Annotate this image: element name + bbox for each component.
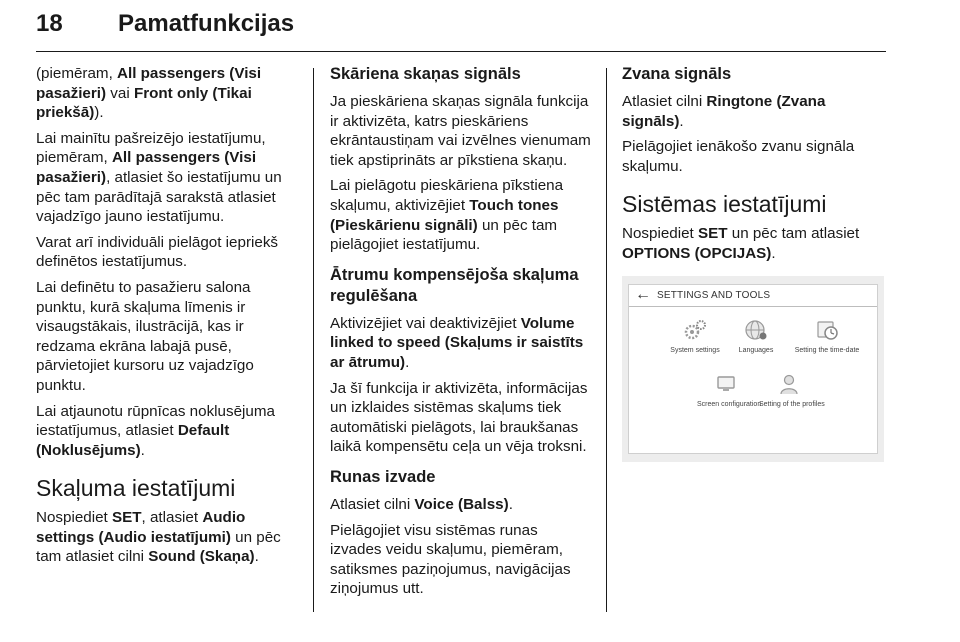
paragraph: Aktivizējiet vai deaktivizējiet Volume linked to speed (Skaļums ir saistīts ar ātrumu). — [330, 314, 584, 371]
column-1 — [36, 64, 298, 573]
screen-configuration-item[interactable]: Screen configuration — [697, 373, 755, 408]
paragraph: Varat arī individuāli pielāgot iepriekš definētos iestatījumus. — [36, 233, 279, 271]
globe-icon — [743, 319, 769, 341]
settings-screenshot — [622, 276, 884, 462]
paragraph: Atlasiet cilni Ringtone (Zvana signāls). — [622, 93, 826, 130]
paragraph: Pielāgojiet visu sistēmas runas izvades veidu skaļumu, piemēram, satiksmes paziņojumus, navigācijas ziņojumus utt. — [330, 521, 571, 598]
paragraph: Ja šī funkcija ir aktivizēta, informācijas un izklaides sistēmas skaļums tiek automātiski pielāgots, lai braukšanas laikā kompensētu ceļa un vēja troksni. — [330, 379, 588, 456]
monitor-icon — [713, 373, 739, 395]
back-arrow-icon[interactable]: ← — [635, 285, 651, 303]
languages-item[interactable]: Languages — [731, 319, 781, 354]
subsection-heading: Runas izvade — [330, 467, 436, 486]
column-divider — [606, 68, 607, 612]
gears-icon — [682, 319, 708, 341]
paragraph: Atlasiet cilni Voice (Balss). — [330, 495, 513, 513]
user-profile-icon — [776, 373, 802, 395]
page-header — [36, 8, 886, 52]
column-2 — [330, 64, 592, 605]
page-number: 18 — [36, 10, 63, 37]
time-date-item[interactable]: Setting the time-date — [787, 319, 867, 354]
column-3 — [622, 64, 884, 462]
subsection-heading: Skāriena skaņas signāls — [330, 65, 521, 83]
paragraph: (piemēram, All passengers (Visi pasažieri) vai Front only (Tikai priekšā)). — [36, 65, 262, 122]
clock-calendar-icon — [814, 319, 840, 341]
paragraph: Ja pieskāriena skaņas signāla funkcija ir aktivizēta, katrs pieskāriens ekrāntaustiņam vai izvēlnes vienumam tiek apstiprināts ar pīkstiena skaņu. — [330, 93, 591, 169]
system-settings-item[interactable]: System settings — [667, 319, 723, 354]
paragraph: Nospiediet SET un pēc tam atlasiet OPTIONS (OPCIJAS). — [622, 225, 860, 262]
screen-title-bar — [629, 285, 877, 307]
section-heading: Skaļuma iestatījumi — [36, 475, 236, 502]
section-heading: Sistēmas iestatījumi — [622, 191, 827, 218]
paragraph: Pielāgojiet ienākošo zvanu signāla skaļumu. — [622, 138, 855, 175]
subsection-heading: Zvana signāls — [622, 65, 732, 83]
subsection-heading: Ātrumu kompensējoša skaļuma regulēšana — [330, 265, 579, 305]
column-divider — [313, 68, 314, 612]
paragraph: Lai definētu to pasažieru salona punktu, kurā skaļuma līmenis ir visaugstākais, ilustrācijā, kas ir redzama ekrāna labajā pusē, pārvietojiet kursoru uz vajadzīgo punktu. — [36, 278, 254, 394]
screen-title: SETTINGS AND TOOLS — [657, 289, 771, 301]
profiles-item[interactable]: Setting of the profiles — [759, 373, 819, 408]
paragraph: Lai pielāgotu pieskāriena pīkstiena skaļumu, aktivizējiet Touch tones (Pieskārienu signāli) un pēc tam pielāgojiet iestatījumu. — [330, 177, 564, 254]
settings-screen — [628, 284, 878, 454]
paragraph: Lai mainītu pašreizējo iestatījumu, piemēram, All passengers (Visi pasažieri), atlasiet šo iestatījumu un pēc tam parādītajā sarakstā atlasiet vajadzīgo jauno iestatījumu. — [36, 129, 282, 226]
paragraph: Lai atjaunotu rūpnīcas noklusējuma iestatījumus, atlasiet Default (Noklusējums). — [36, 402, 275, 459]
paragraph: Nospiediet SET, atlasiet Audio settings (Audio iestatījumi) un pēc tam atlasiet cilni Sound (Skaņa). — [36, 509, 281, 566]
page-title: Pamatfunkcijas — [118, 10, 295, 37]
